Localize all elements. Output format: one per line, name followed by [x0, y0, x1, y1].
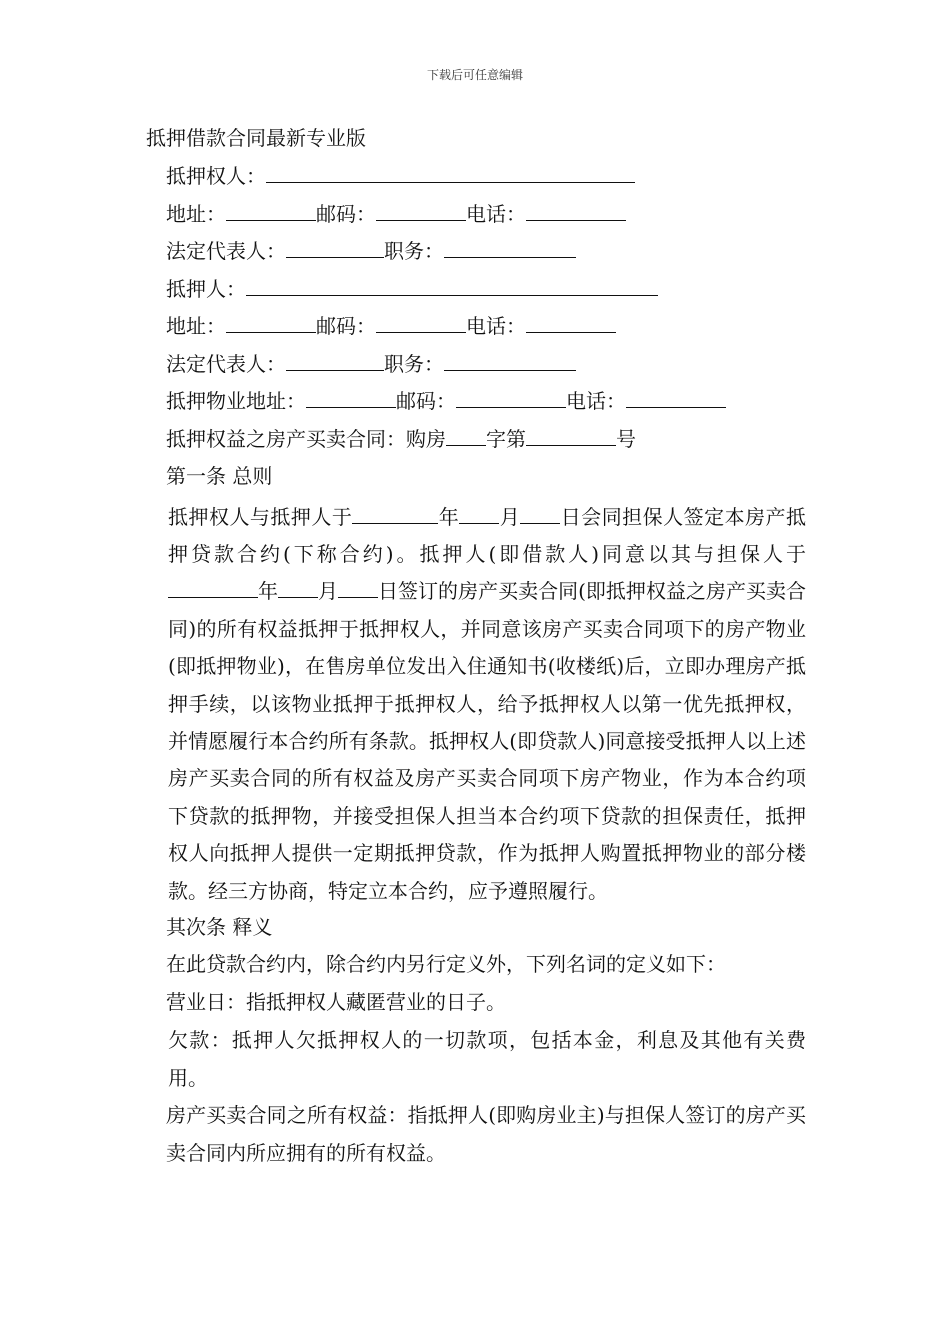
property-address-label: 抵押物业地址：	[166, 389, 306, 413]
postcode-blank	[456, 385, 566, 408]
text-span: 年	[258, 579, 279, 604]
document-title: 抵押借款合同最新专业版	[146, 126, 366, 150]
mortgagee-rep-line	[146, 234, 806, 272]
definition-arrears: 欠款：抵押人欠抵押权人的一切款项，包括本金，利息及其他有关费用。	[168, 1028, 806, 1090]
year-blank	[168, 575, 258, 598]
contract-mid: 字第	[486, 426, 526, 451]
mortgagee-blank	[266, 160, 635, 183]
position-label: 职务：	[384, 351, 444, 376]
phone-label: 电话：	[466, 314, 526, 338]
day-blank	[338, 575, 378, 598]
mortgagor-line	[146, 272, 806, 310]
contract-number-line	[146, 422, 806, 460]
phone-label: 电话：	[566, 389, 626, 413]
day-blank	[520, 501, 560, 524]
postcode-blank	[376, 198, 466, 221]
phone-blank	[626, 385, 726, 408]
article-1-paragraph	[146, 499, 806, 910]
property-address-line	[146, 384, 806, 422]
definition-business-day: 营业日：指抵押权人藏匿营业的日子。	[166, 989, 506, 1014]
year-blank	[352, 501, 438, 524]
property-address-blank	[306, 385, 396, 408]
mortgagee-label: 抵押权人：	[166, 164, 266, 188]
address-blank	[226, 310, 316, 333]
mortgagee-address-line	[146, 197, 806, 235]
phone-blank	[526, 198, 626, 221]
mortgagor-rep-line	[146, 347, 806, 385]
address-label: 地址：	[166, 314, 226, 338]
position-label: 职务：	[384, 239, 444, 263]
article-2-heading: 其次条 释义	[166, 914, 273, 939]
address-label: 地址：	[166, 201, 226, 226]
article-1-heading: 第一条 总则	[166, 464, 273, 488]
article-2-intro: 在此贷款合约内，除合约内另行定义外，下列名词的定义如下：	[166, 952, 726, 977]
mortgagor-address-line	[146, 309, 806, 347]
postcode-label: 邮码：	[316, 201, 376, 226]
postcode-blank	[376, 310, 466, 333]
page-header-note: 下载后可任意编辑	[426, 68, 523, 82]
text-span: 日会同担保人签定本房产抵押贷款合约(下称合约)。抵押人(即借款人)同意以其与担保人于	[168, 504, 807, 566]
text-span: 年	[438, 504, 460, 529]
text-span: 月	[499, 504, 521, 529]
text-span: 月	[318, 579, 339, 604]
rep-label: 法定代表人：	[166, 351, 286, 376]
rep-blank	[286, 235, 384, 258]
rep-blank	[286, 348, 384, 371]
postcode-label: 邮码：	[396, 389, 456, 413]
contract-blank-2	[526, 423, 616, 446]
postcode-label: 邮码：	[316, 314, 376, 338]
mortgagee-line	[146, 159, 806, 197]
contract-blank-1	[446, 423, 486, 446]
contract-document	[146, 122, 806, 1172]
text-span: 抵押权人与抵押人于	[168, 504, 353, 529]
contract-suffix: 号	[616, 426, 636, 451]
contract-prefix: 抵押权益之房产买卖合同：购房	[166, 426, 446, 451]
month-blank	[459, 501, 499, 524]
mortgagor-blank	[246, 273, 658, 296]
phone-blank	[526, 310, 616, 333]
month-blank	[278, 575, 318, 598]
mortgagor-label: 抵押人：	[166, 276, 246, 301]
position-blank	[444, 348, 576, 371]
text-span: 日签订的房产买卖合同(即抵押权益之房产买卖合同)的所有权益抵押于抵押权人，并同意该房产买卖合同项下的房产物业(即抵押物业)，在售房单位发出入住通知书(收楼纸)后，立即办理房产抵押手续，以该物业抵押于抵押权人，给予抵押权人以第一优先抵押权，并情愿履行本合约所有条款。抵押权人(即贷款人)同意接受抵押人以上述房产买卖合同的所有权益及房产买卖合同项下房产物业，作为本合约项下贷款的抵押物，并接受担保人担当本合约项下贷款的担保责任，抵押权人向抵押人提供一定期抵押贷款，作为抵押人购置抵押物业的部分楼款。经三方协商，特定立本合约，应予遵照履行。	[168, 579, 806, 903]
phone-label: 电话：	[466, 201, 526, 226]
rep-label: 法定代表人：	[166, 239, 286, 263]
address-blank	[226, 198, 316, 221]
definition-rights: 房产买卖合同之所有权益：指抵押人(即购房业主)与担保人签订的房产买卖合同内所应拥有的所有权益。	[166, 1103, 806, 1165]
position-blank	[444, 235, 576, 258]
